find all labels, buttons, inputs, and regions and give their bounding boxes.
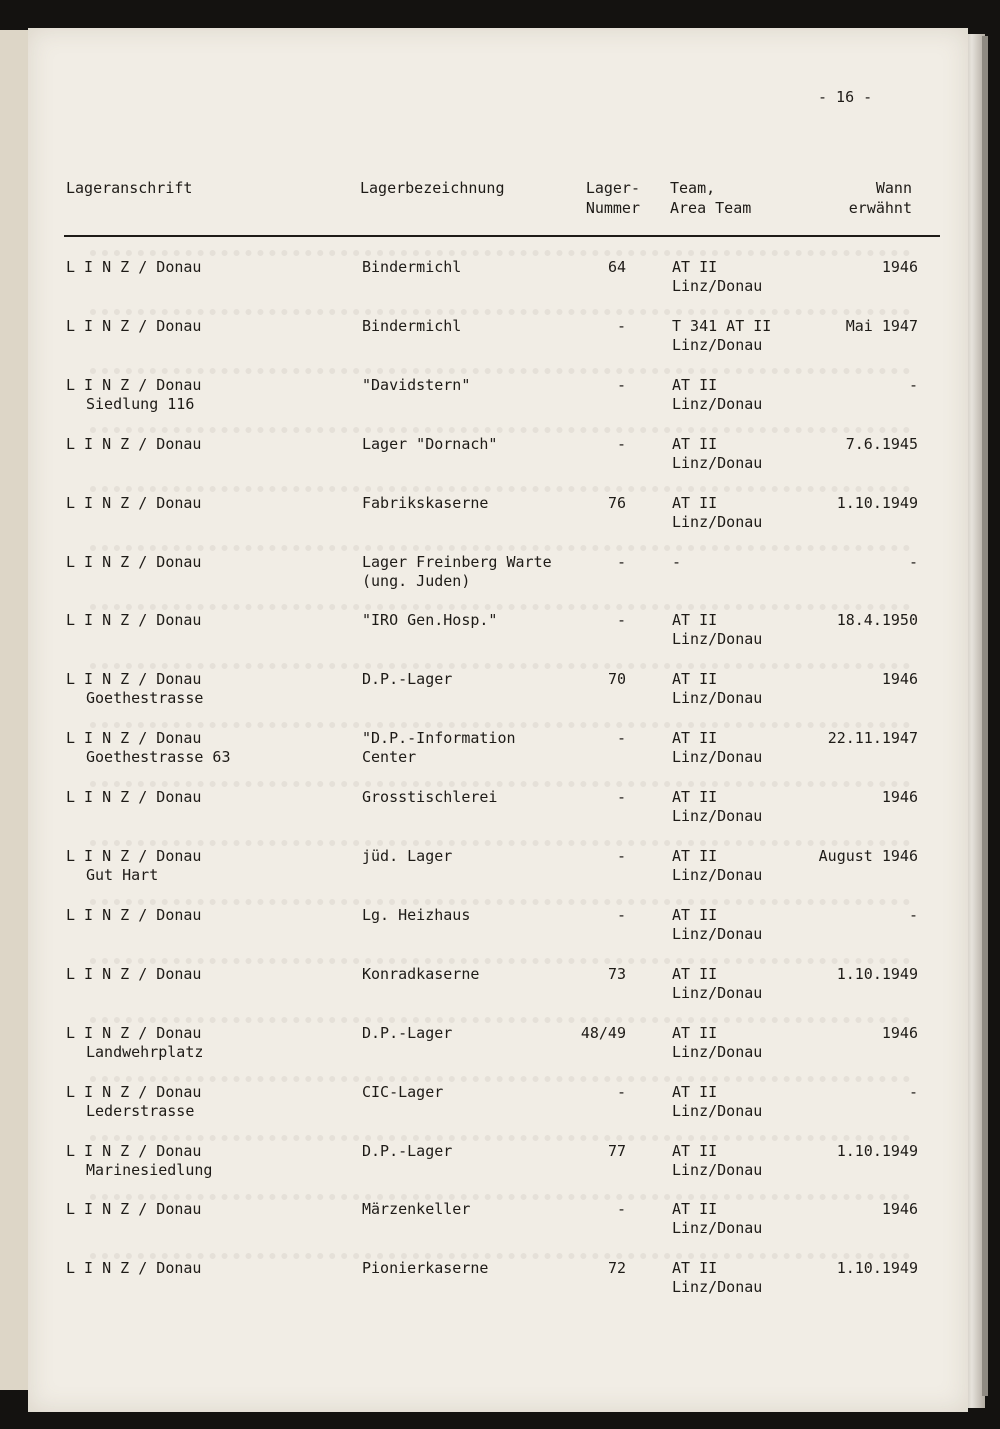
- row-wann: 1946: [881, 788, 918, 807]
- row-bezeichnung-detail: Center: [362, 748, 417, 767]
- row-bezeichnung: Grosstischlerei: [362, 788, 498, 807]
- row-nummer: -: [616, 611, 626, 630]
- row-anschrift-detail: Gut Hart: [86, 866, 159, 884]
- row-team-detail: Linz/Donau: [672, 1278, 763, 1297]
- row-bezeichnung: Fabrikskaserne: [362, 493, 489, 512]
- show-through-mark: [90, 781, 910, 801]
- header-nummer-line2: Nummer: [585, 199, 640, 217]
- row-anschrift: L I N Z / Donau: [66, 905, 202, 924]
- row-anschrift: L I N Z / Donau: [66, 434, 202, 453]
- row-bezeichnung: Pionierkaserne: [362, 1259, 489, 1278]
- row-team: AT II: [672, 729, 718, 748]
- row-bezeichnung: D.P.-Lager: [362, 670, 453, 689]
- row-team: AT II: [672, 493, 718, 512]
- row-wann: 7.6.1945: [845, 434, 918, 453]
- row-wann: 1946: [881, 670, 918, 689]
- show-through-mark: [90, 604, 910, 624]
- show-through-mark: [90, 368, 910, 388]
- row-bezeichnung: "Davidstern": [362, 375, 471, 394]
- row-bezeichnung: jüd. Lager: [362, 847, 453, 865]
- row-bezeichnung: Bindermichl: [362, 258, 462, 276]
- row-bezeichnung: D.P.-Lager: [362, 1141, 453, 1160]
- header-nummer-line1: Lager-: [585, 179, 640, 197]
- row-anschrift: L I N Z / Donau: [66, 1023, 202, 1042]
- row-team-detail: Linz/Donau: [672, 1219, 763, 1238]
- row-anschrift-detail: Lederstrasse: [86, 1101, 195, 1120]
- row-anschrift: L I N Z / Donau: [66, 1082, 202, 1101]
- row-anschrift: L I N Z / Donau: [66, 316, 202, 335]
- row-anschrift: L I N Z / Donau: [66, 375, 202, 394]
- row-nummer: -: [616, 552, 626, 571]
- row-team: AT II: [672, 611, 718, 630]
- show-through-mark: [90, 1017, 910, 1037]
- row-anschrift: L I N Z / Donau: [66, 788, 202, 807]
- row-anschrift: L I N Z / Donau: [66, 552, 202, 571]
- row-team-detail: Linz/Donau: [672, 983, 763, 1002]
- row-anschrift: L I N Z / Donau: [66, 1141, 202, 1160]
- row-nummer: 73: [607, 964, 626, 983]
- row-team-detail: Linz/Donau: [672, 689, 763, 708]
- row-nummer: -: [616, 847, 626, 865]
- header-wann-line2: erwähnt: [848, 199, 912, 217]
- row-nummer: -: [616, 729, 626, 748]
- row-wann: 1946: [881, 1200, 918, 1219]
- show-through-mark: [90, 486, 910, 506]
- row-team: AT II: [672, 1082, 718, 1101]
- row-anschrift: L I N Z / Donau: [66, 611, 202, 630]
- row-bezeichnung: Lager Freinberg Warte: [362, 552, 552, 571]
- row-team-detail: Linz/Donau: [672, 1101, 763, 1120]
- row-team-detail: Linz/Donau: [672, 394, 763, 413]
- row-nummer: 76: [607, 493, 626, 512]
- page-number: - 16 -: [818, 88, 873, 106]
- row-anschrift: L I N Z / Donau: [66, 964, 202, 983]
- row-anschrift: L I N Z / Donau: [66, 847, 202, 865]
- row-wann: -: [908, 905, 918, 924]
- row-bezeichnung: Konradkaserne: [362, 964, 480, 983]
- show-through-mark: [90, 250, 910, 270]
- document-page: [28, 28, 968, 1412]
- show-through-mark: [90, 663, 910, 683]
- row-bezeichnung: CIC-Lager: [362, 1082, 444, 1101]
- row-nummer: -: [616, 1200, 626, 1219]
- row-team-detail: Linz/Donau: [672, 1160, 763, 1179]
- row-nummer: -: [616, 788, 626, 807]
- row-bezeichnung: "IRO Gen.Hosp.": [362, 611, 498, 630]
- row-nummer: 48/49: [580, 1023, 626, 1042]
- row-team-detail: Linz/Donau: [672, 924, 763, 943]
- row-anschrift: L I N Z / Donau: [66, 1200, 202, 1219]
- row-bezeichnung: "D.P.-Information: [362, 729, 516, 748]
- row-team: AT II: [672, 905, 718, 924]
- row-bezeichnung: D.P.-Lager: [362, 1023, 453, 1042]
- row-anschrift-detail: Goethestrasse 63: [86, 748, 231, 767]
- row-anschrift-detail: Marinesiedlung: [86, 1160, 213, 1179]
- row-team: AT II: [672, 434, 718, 453]
- row-team: AT II: [672, 670, 718, 689]
- row-team: AT II: [672, 1259, 718, 1278]
- row-nummer: 77: [607, 1141, 626, 1160]
- row-bezeichnung: Lg. Heizhaus: [362, 905, 471, 924]
- row-team: AT II: [672, 847, 718, 865]
- row-nummer: -: [616, 316, 626, 335]
- row-anschrift-detail: Siedlung 116: [86, 394, 195, 413]
- row-wann: 1.10.1949: [836, 493, 918, 512]
- header-lageranschrift: Lageranschrift: [66, 179, 193, 197]
- binder-edge: [982, 36, 988, 1396]
- row-bezeichnung: Bindermichl: [362, 316, 462, 335]
- show-through-mark: [90, 1194, 910, 1214]
- row-team-detail: Linz/Donau: [672, 512, 763, 531]
- row-team: T 341 AT II: [672, 316, 772, 335]
- row-wann: 18.4.1950: [836, 611, 918, 630]
- row-wann: 1946: [881, 258, 918, 276]
- row-anschrift-detail: Landwehrplatz: [86, 1042, 204, 1061]
- row-team: AT II: [672, 1023, 718, 1042]
- row-team: AT II: [672, 1200, 718, 1219]
- row-team-detail: Linz/Donau: [672, 1042, 763, 1061]
- row-nummer: -: [616, 375, 626, 394]
- row-anschrift: L I N Z / Donau: [66, 258, 202, 276]
- header-team-line1: Team,: [670, 179, 716, 197]
- show-through-mark: [90, 958, 910, 978]
- row-team-detail: Linz/Donau: [672, 866, 763, 884]
- row-team: AT II: [672, 1141, 718, 1160]
- row-wann: 1.10.1949: [836, 1141, 918, 1160]
- row-anschrift: L I N Z / Donau: [66, 1259, 202, 1278]
- show-through-mark: [90, 309, 910, 329]
- show-through-mark: [90, 840, 910, 860]
- row-team-detail: Linz/Donau: [672, 335, 763, 354]
- row-wann: -: [908, 375, 918, 394]
- row-anschrift: L I N Z / Donau: [66, 670, 202, 689]
- row-team: AT II: [672, 375, 718, 394]
- row-nummer: 64: [607, 258, 626, 276]
- header-wann-line1: Wann: [875, 179, 912, 197]
- row-team-detail: Linz/Donau: [672, 453, 763, 472]
- row-wann: 1.10.1949: [836, 1259, 918, 1278]
- row-wann: August 1946: [818, 847, 918, 865]
- row-wann: Mai 1947: [845, 316, 918, 335]
- row-anschrift: L I N Z / Donau: [66, 729, 202, 748]
- header-lagerbezeichnung: Lagerbezeichnung: [360, 179, 505, 197]
- row-wann: 1.10.1949: [836, 964, 918, 983]
- row-wann: 1946: [881, 1023, 918, 1042]
- row-nummer: -: [616, 1082, 626, 1101]
- row-team-detail: Linz/Donau: [672, 807, 763, 826]
- row-bezeichnung: Märzenkeller: [362, 1200, 471, 1219]
- row-nummer: -: [616, 905, 626, 924]
- row-team: AT II: [672, 788, 718, 807]
- row-team: AT II: [672, 258, 718, 276]
- show-through-mark: [90, 1076, 910, 1096]
- row-nummer: 72: [607, 1259, 626, 1278]
- row-team-detail: Linz/Donau: [672, 748, 763, 767]
- show-through-mark: [90, 899, 910, 919]
- show-through-mark: [90, 427, 910, 447]
- row-wann: 22.11.1947: [827, 729, 918, 748]
- row-nummer: -: [616, 434, 626, 453]
- row-wann: -: [908, 552, 918, 571]
- row-team-detail: Linz/Donau: [672, 277, 763, 295]
- row-team: -: [672, 552, 682, 571]
- show-through-mark: [90, 1135, 910, 1155]
- row-bezeichnung-detail: (ung. Juden): [362, 571, 471, 590]
- row-anschrift-detail: Goethestrasse: [86, 689, 204, 708]
- row-wann: -: [908, 1082, 918, 1101]
- header-team-line2: Area Team: [670, 199, 752, 217]
- row-anschrift: L I N Z / Donau: [66, 493, 202, 512]
- row-nummer: 70: [607, 670, 626, 689]
- header-rule: [64, 235, 940, 237]
- row-team: AT II: [672, 964, 718, 983]
- row-bezeichnung: Lager "Dornach": [362, 434, 498, 453]
- show-through-mark: [90, 1253, 910, 1273]
- row-team-detail: Linz/Donau: [672, 630, 763, 649]
